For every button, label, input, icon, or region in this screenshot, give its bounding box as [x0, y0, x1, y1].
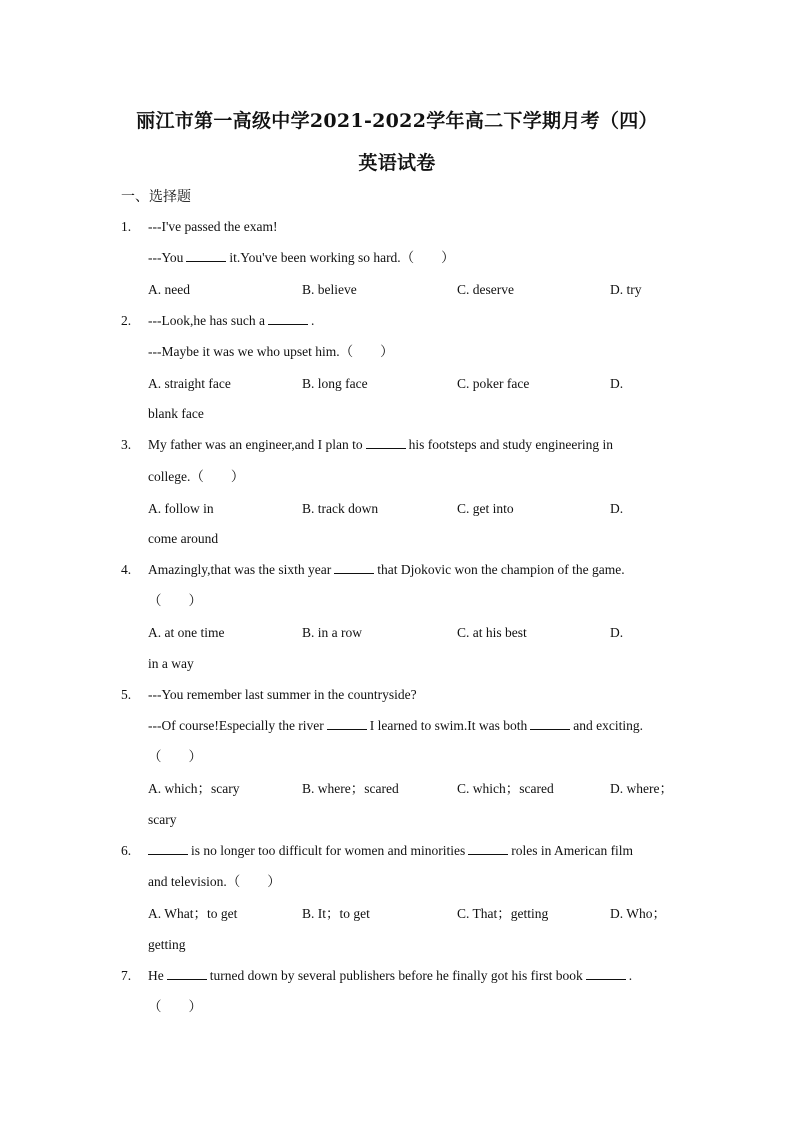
answer-blank	[468, 842, 508, 855]
option-c: C. get into	[457, 501, 514, 516]
option-wrap: come around	[148, 531, 219, 546]
option-d: D.	[610, 376, 624, 391]
question-text: ---Of course!Especially the river I learned to swim.It was both and exciting.	[148, 718, 643, 733]
answer-blank	[268, 312, 308, 325]
answer-blank	[530, 717, 570, 730]
question-text: （ ）	[148, 999, 202, 1014]
option-b: B. where；scared	[302, 781, 399, 796]
question-text: （ ）	[148, 593, 202, 608]
option-b: B. long face	[302, 376, 368, 391]
option-wrap: blank face	[148, 406, 204, 421]
option-c: C. which；scared	[457, 781, 554, 796]
question-text: ---You it.You've been working so hard.（ ）	[148, 250, 455, 265]
option-b: B. track down	[302, 501, 379, 516]
question-text: ---I've passed the exam!	[148, 219, 278, 234]
option-wrap: scary	[148, 812, 177, 827]
option-d: D.	[610, 501, 624, 516]
option-d: D.	[610, 625, 624, 640]
question-number: 4.	[121, 562, 132, 577]
question-text: ---Maybe it was we who upset him.（ ）	[148, 344, 394, 359]
question-number: 1.	[121, 219, 132, 234]
question-text: and television.（ ）	[148, 874, 281, 889]
option-c: C. at his best	[457, 625, 527, 640]
option-wrap: in a way	[148, 656, 194, 671]
question-text: （ ）	[148, 749, 202, 764]
question-text: My father was an engineer,and I plan to his footsteps and study engineering in	[148, 437, 613, 452]
question-text: He turned down by several publishers before he finally got his first book .	[148, 968, 633, 983]
option-c: C. That；getting	[457, 906, 549, 921]
option-d: D. where；	[610, 781, 673, 796]
section-heading: 一、选择题	[121, 189, 191, 205]
question-text: ---You remember last summer in the countryside?	[148, 687, 417, 702]
question-number: 3.	[121, 437, 132, 452]
answer-blank	[334, 561, 374, 574]
question-text: is no longer too difficult for women and minorities roles in American film	[148, 842, 633, 860]
option-b: B. in a row	[302, 625, 362, 640]
option-a: A. follow in	[148, 501, 214, 516]
question-number: 7.	[121, 968, 132, 983]
option-b: B. It；to get	[302, 906, 370, 921]
option-a: A. at one time	[148, 625, 225, 640]
question-text: Amazingly,that was the sixth year that Djokovic won the champion of the game.	[148, 562, 625, 577]
answer-blank	[148, 842, 188, 855]
option-d: D. Who；	[610, 906, 666, 921]
option-d: D. try	[610, 282, 642, 297]
question-number: 2.	[121, 313, 132, 328]
answer-blank	[327, 717, 367, 730]
option-a: A. which；scary	[148, 781, 240, 796]
answer-blank	[186, 249, 226, 262]
answer-blank	[167, 967, 207, 980]
question-number: 5.	[121, 687, 132, 702]
page-subtitle: 英语试卷	[358, 152, 436, 174]
option-b: B. believe	[302, 282, 357, 297]
answer-blank	[586, 967, 626, 980]
question-number: 6.	[121, 843, 132, 858]
answer-blank	[366, 436, 406, 449]
option-wrap: getting	[148, 937, 186, 952]
option-a: A. What；to get	[148, 906, 238, 921]
question-text: college.（ ）	[148, 469, 245, 484]
question-text: ---Look,he has such a .	[148, 313, 315, 328]
option-a: A. need	[148, 282, 190, 297]
option-a: A. straight face	[148, 376, 231, 391]
option-c: C. deserve	[457, 282, 514, 297]
page-title: 丽江市第一高级中学2021-2022学年高二下学期月考（四）	[136, 110, 658, 132]
option-c: C. poker face	[457, 376, 530, 391]
